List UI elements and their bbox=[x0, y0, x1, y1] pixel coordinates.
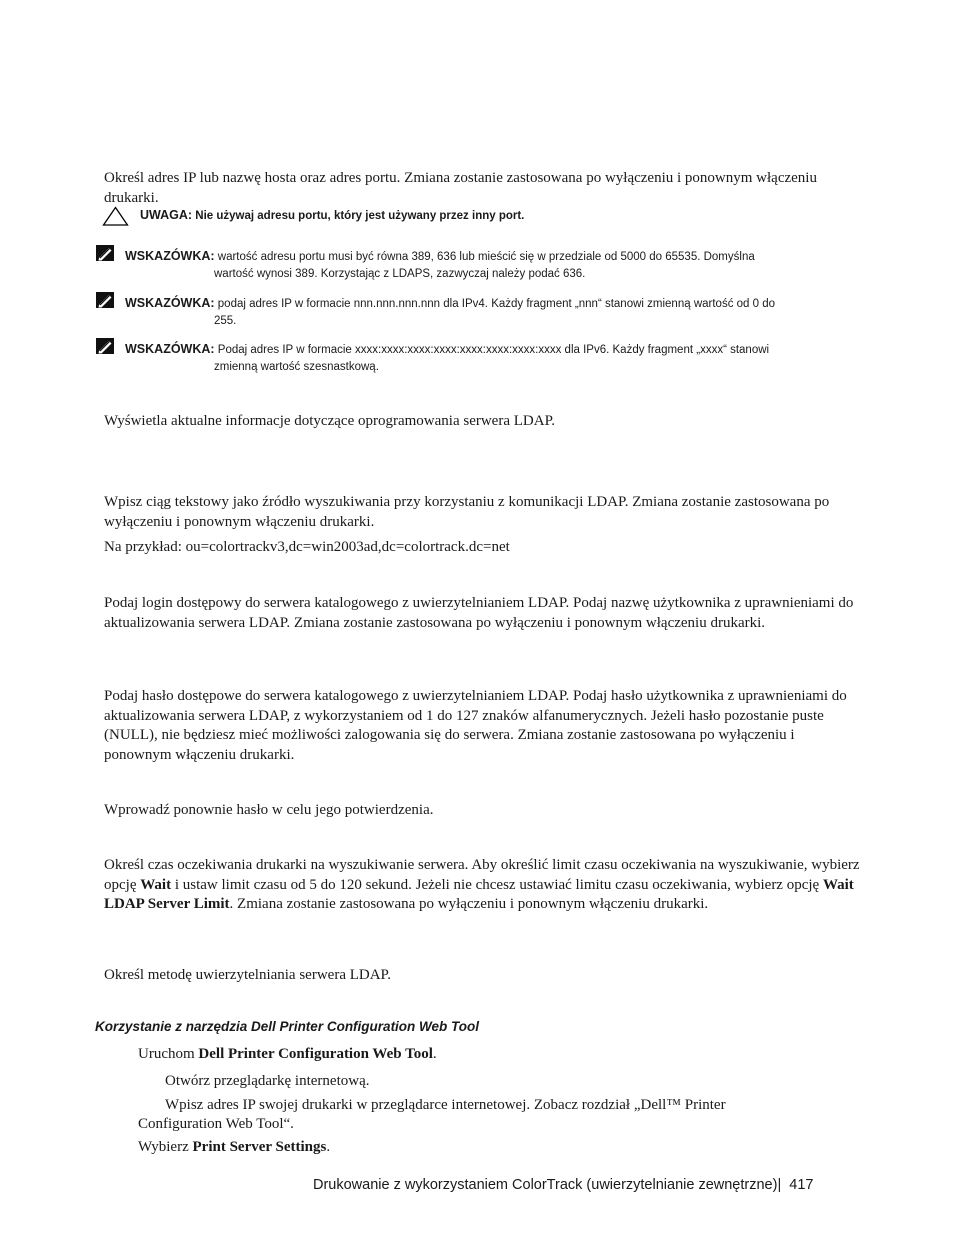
software-description: Wyświetla aktualne informacje dotyczące oprogramowania serwera LDAP. bbox=[104, 413, 555, 429]
tip-text-line1: wartość adresu portu musi być równa 389, 636 lub mieścić się w przedziale od 5000 do 65535. Domyślna bbox=[217, 251, 755, 263]
step-1-tool-name: Dell Printer Configuration Web Tool bbox=[198, 1046, 433, 1062]
timeout-text-3: . Zmiana zostanie zastosowana po wyłączeniu i ponownym włączeniu drukarki. bbox=[229, 896, 709, 912]
tip-text-line1: podaj adres IP w formacie nnn.nnn.nnn.nnn dla IPv4. Każdy fragment „nnn“ stanowi zmienną wartość od 0 do bbox=[217, 298, 776, 310]
tip-port-range bbox=[125, 248, 860, 283]
password-description: Podaj hasło dostępowe do serwera katalogowego z uwierzytelnianiem LDAP. Podaj hasło użytkownika z uprawnieniami do aktualizowania serwera LDAP, z wykorzystaniem od 1 do 127 znaków alfanumerycznych. Jeżeli hasło pozostanie puste (NULL), nie będziesz mieć możliwości zalogowania się do serwera. Zmiana zostanie zastosowana po wyłączeniu i ponownym włączeniu drukarki. bbox=[104, 688, 847, 763]
reenter-password-description: Wprowadź ponownie hasło w celu jego potwierdzenia. bbox=[104, 802, 434, 818]
tip-label: WSKAZÓWKA: bbox=[125, 342, 215, 356]
search-timeout-description bbox=[104, 856, 864, 915]
section-title: Korzystanie z narzędzia Dell Printer Configuration Web Tool bbox=[95, 1019, 480, 1034]
page-number: 417 bbox=[789, 1177, 814, 1193]
footer-chapter: Drukowanie z wykorzystaniem ColorTrack (uwierzytelnianie zewnętrzne) bbox=[313, 1177, 778, 1193]
tip-label: WSKAZÓWKA: bbox=[125, 249, 215, 263]
tip-ipv6-format bbox=[125, 341, 860, 376]
note-icon bbox=[95, 244, 115, 262]
tip-text-line2: wartość wynosi 389. Korzystając z LDAPS, zazwyczaj należy podać 636. bbox=[214, 268, 586, 280]
tip-text-line2: 255. bbox=[214, 315, 237, 327]
auth-method-description: Określ metodę uwierzytelniania serwera LDAP. bbox=[104, 967, 391, 983]
caution-label: UWAGA: bbox=[140, 208, 193, 222]
timeout-text-2: i ustaw limit czasu od 5 do 120 sekund. Jeżeli nie chcesz ustawiać limitu czasu oczekiwania, wybierz opcję bbox=[171, 876, 823, 893]
ip-port-description: Określ adres IP lub nazwę hosta oraz adres portu. Zmiana zostanie zastosowana po wyłączeniu i ponownym włączeniu drukarki. bbox=[104, 170, 817, 206]
step-1: Uruchom Dell Printer Configuration Web Tool. bbox=[138, 1046, 437, 1062]
step-2: Wybierz Print Server Settings. bbox=[138, 1139, 331, 1155]
search-root-description: Wpisz ciąg tekstowy jako źródło wyszukiwania przy korzystaniu z komunikacji LDAP. Zmiana zostanie zastosowana po wyłączeniu i ponownym włączeniu drukarki. bbox=[104, 494, 830, 530]
step-1b-line2: Configuration Web Tool“. bbox=[138, 1116, 294, 1132]
note-icon bbox=[95, 291, 115, 309]
search-root-example: Na przykład: ou=colortrackv3,dc=win2003ad,dc=colortrack.dc=net bbox=[104, 539, 510, 555]
login-description: Podaj login dostępowy do serwera katalogowego z uwierzytelnianiem LDAP. Podaj nazwę użytkownika z uprawnieniami do aktualizowania serwera LDAP. Zmiana zostanie zastosowana po wyłączeniu i ponownym włączeniu drukarki. bbox=[104, 595, 854, 631]
step-2-text: Wybierz bbox=[138, 1139, 193, 1155]
caution-text: Nie używaj adresu portu, który jest używany przez inny port. bbox=[195, 210, 525, 222]
caution-icon bbox=[102, 206, 129, 226]
step-2-menu-name: Print Server Settings bbox=[192, 1139, 327, 1155]
timeout-text-1: Określ czas oczekiwania drukarki na wyszukiwanie serwera. Aby określić limit czasu oczekiwania na wyszukiwanie, wybierz opcję bbox=[104, 857, 860, 893]
footer-separator: | bbox=[777, 1177, 782, 1193]
tip-label: WSKAZÓWKA: bbox=[125, 296, 215, 310]
option-wait-ldap-server-limit: Wait LDAP Server Limit bbox=[104, 876, 854, 912]
caution-note bbox=[140, 208, 524, 222]
note-icon bbox=[95, 337, 115, 355]
step-1a: Otwórz przeglądarkę internetową. bbox=[165, 1073, 370, 1089]
tip-text-line1: Podaj adres IP w formacie xxxx:xxxx:xxxx:xxxx:xxxx:xxxx:xxxx:xxxx dla IPv6. Każdy fragment „xxxx“ stanowi bbox=[217, 344, 770, 356]
step-1b-line1: Wpisz adres IP swojej drukarki w przeglądarce internetowej. Zobacz rozdział „Dell™ Printer bbox=[165, 1097, 726, 1113]
tip-ipv4-format bbox=[125, 295, 860, 330]
page-footer bbox=[313, 1177, 813, 1193]
tip-text-line2: zmienną wartość szesnastkową. bbox=[214, 361, 379, 373]
step-1-text: Uruchom bbox=[138, 1046, 199, 1062]
option-wait: Wait bbox=[140, 876, 172, 893]
